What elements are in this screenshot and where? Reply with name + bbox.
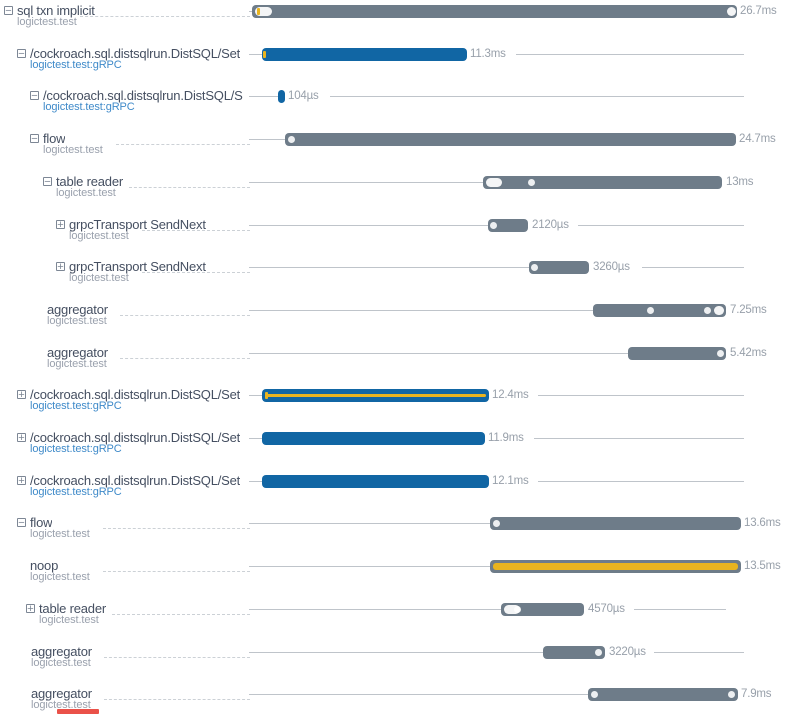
span-duration-label: 13.6ms <box>744 517 781 529</box>
collapse-icon[interactable]: − <box>31 90 38 102</box>
span-name: /cockroach.sql.distsqlrun.DistSQL/Set <box>30 46 241 61</box>
span-duration-label: 11.3ms <box>470 48 506 60</box>
timeline-trail-line <box>516 54 744 55</box>
trace-span-row[interactable] <box>0 387 786 429</box>
span-name: grpcTransport SendNext <box>69 217 206 232</box>
span-source-label[interactable]: logictest.test:gRPC <box>43 101 135 113</box>
trace-span-row[interactable] <box>0 131 786 173</box>
span-source-label: logictest.test <box>17 16 77 28</box>
collapse-icon[interactable]: − <box>31 133 38 145</box>
log-event-marker <box>514 606 521 613</box>
span-source-label: logictest.test <box>39 614 99 626</box>
span-name: /cockroach.sql.distsqlrun.DistSQL/Set <box>30 430 241 445</box>
span-highlight-stripe <box>493 563 738 570</box>
span-source-label: logictest.test <box>30 571 90 583</box>
span-duration-label: 12.4ms <box>492 389 529 401</box>
span-duration-label: 104µs <box>288 90 319 102</box>
expand-icon[interactable]: + <box>57 219 64 231</box>
trace-span-row[interactable] <box>0 259 786 301</box>
span-name: aggregator <box>47 302 108 317</box>
timeline-trail-line <box>578 225 744 226</box>
timeline-trail-line <box>538 481 744 482</box>
span-duration-label: 7.9ms <box>741 688 772 700</box>
span-duration-label: 26.7ms <box>740 5 777 17</box>
timeline-lead-line <box>249 609 501 610</box>
trace-span-row[interactable] <box>0 46 786 88</box>
timeline-lead-line <box>249 96 278 97</box>
log-event-marker <box>728 691 735 698</box>
collapse-icon[interactable]: − <box>18 48 25 60</box>
span-duration-bar[interactable] <box>252 5 737 18</box>
log-event-marker <box>528 179 535 186</box>
collapse-icon[interactable]: − <box>44 176 51 188</box>
leader-dashed-line <box>142 230 250 231</box>
span-duration-label: 7.25ms <box>730 304 767 316</box>
span-source-label: logictest.test <box>47 358 107 370</box>
span-duration-bar[interactable] <box>262 432 485 445</box>
trace-span-row[interactable] <box>0 644 786 686</box>
span-name: aggregator <box>31 644 92 659</box>
span-source-label: logictest.test <box>43 144 103 156</box>
span-duration-label: 3260µs <box>593 261 630 273</box>
trace-span-row[interactable] <box>0 473 786 515</box>
span-name: grpcTransport SendNext <box>69 259 206 274</box>
timeline-lead-line <box>249 54 262 55</box>
trace-span-row[interactable] <box>0 345 786 387</box>
span-source-label: logictest.test <box>31 657 91 669</box>
expand-icon[interactable]: + <box>18 389 25 401</box>
span-source-label: logictest.test <box>56 187 116 199</box>
span-name: noop <box>30 558 59 573</box>
span-source-label: logictest.test <box>69 230 129 242</box>
span-duration-label: 13ms <box>726 176 754 188</box>
trace-span-row[interactable] <box>0 217 786 259</box>
span-duration-bar[interactable] <box>490 560 741 573</box>
span-duration-bar[interactable] <box>483 176 722 189</box>
span-name: /cockroach.sql.distsqlrun.DistSQL/Set <box>30 387 241 402</box>
log-event-marker <box>591 691 598 698</box>
span-source-label[interactable]: logictest.test:gRPC <box>30 443 122 455</box>
trace-span-row[interactable] <box>0 174 786 216</box>
start-tick-marker <box>257 8 260 15</box>
timeline-lead-line <box>249 267 529 268</box>
span-source-label: logictest.test <box>47 315 107 327</box>
span-name: aggregator <box>47 345 108 360</box>
timeline-trail-line <box>634 609 726 610</box>
expand-icon[interactable]: + <box>18 432 25 444</box>
timeline-lead-line <box>249 481 262 482</box>
timeline-lead-line <box>249 310 593 311</box>
timeline-lead-line <box>249 438 262 439</box>
log-event-marker <box>493 520 500 527</box>
span-name: table reader <box>56 174 123 189</box>
leader-dashed-line <box>120 358 250 359</box>
span-duration-label: 12.1ms <box>492 475 529 487</box>
log-event-marker <box>486 178 502 187</box>
log-event-marker <box>531 264 538 271</box>
span-duration-label: 3220µs <box>609 646 646 658</box>
log-event-marker <box>714 306 724 315</box>
timeline-lead-line <box>249 353 628 354</box>
leader-dashed-line <box>103 571 250 572</box>
span-duration-bar[interactable] <box>529 261 589 274</box>
trace-span-row[interactable] <box>0 515 786 557</box>
leader-dashed-line <box>104 699 250 700</box>
span-source-label: logictest.test <box>30 528 90 540</box>
span-name: /cockroach.sql.distsqlrun.DistSQL/Set <box>30 473 241 488</box>
trace-span-row[interactable] <box>0 601 786 643</box>
span-duration-label: 5.42ms <box>730 347 767 359</box>
log-event-marker <box>490 222 497 229</box>
span-duration-label: 11.9ms <box>488 432 524 444</box>
timeline-trail-line <box>654 652 744 653</box>
leader-dashed-line <box>120 315 250 316</box>
collapse-icon[interactable]: − <box>5 5 12 17</box>
log-event-marker <box>727 7 736 16</box>
leader-dashed-line <box>112 614 250 615</box>
expand-icon[interactable]: + <box>57 261 64 273</box>
span-source-label[interactable]: logictest.test:gRPC <box>30 59 122 71</box>
trace-span-row[interactable] <box>0 558 786 600</box>
leader-dashed-line <box>104 657 250 658</box>
timeline-lead-line <box>249 566 490 567</box>
trace-span-row[interactable] <box>0 686 786 714</box>
span-duration-bar[interactable] <box>490 517 741 530</box>
span-name: /cockroach.sql.distsqlrun.DistSQL/S <box>43 88 243 103</box>
span-name: flow <box>30 515 53 530</box>
log-event-marker <box>288 136 295 143</box>
span-highlight-stripe <box>265 394 486 397</box>
span-source-label: logictest.test <box>69 272 129 284</box>
span-source-label[interactable]: logictest.test:gRPC <box>30 400 122 412</box>
span-duration-bar[interactable] <box>262 389 489 402</box>
timeline-lead-line <box>249 694 588 695</box>
trace-span-row[interactable] <box>0 3 786 45</box>
span-duration-bar[interactable] <box>278 90 285 103</box>
leader-dashed-line <box>116 144 250 145</box>
log-event-marker <box>647 307 654 314</box>
timeline-lead-line <box>249 139 285 140</box>
leader-dashed-line <box>129 187 250 188</box>
collapse-icon[interactable]: − <box>18 517 25 529</box>
start-tick-marker <box>263 51 266 58</box>
span-name: table reader <box>39 601 106 616</box>
start-tick-marker <box>265 392 268 399</box>
span-name: flow <box>43 131 66 146</box>
span-source-label[interactable]: logictest.test:gRPC <box>30 486 122 498</box>
span-duration-label: 4570µs <box>588 603 625 615</box>
span-name: aggregator <box>31 686 92 701</box>
trace-span-row[interactable] <box>0 302 786 344</box>
span-name: sql txn implicit <box>17 3 95 18</box>
trace-span-row[interactable] <box>0 430 786 472</box>
trace-span-row[interactable] <box>0 88 786 130</box>
span-duration-bar[interactable] <box>628 347 726 360</box>
span-duration-bar[interactable] <box>262 48 467 61</box>
timeline-lead-line <box>249 395 262 396</box>
expand-icon[interactable]: + <box>27 603 34 615</box>
span-duration-label: 24.7ms <box>739 133 776 145</box>
leader-dashed-line <box>103 528 250 529</box>
timeline-lead-line <box>249 652 543 653</box>
timeline-trail-line <box>642 267 744 268</box>
log-event-marker <box>717 350 724 357</box>
span-duration-bar[interactable] <box>262 475 489 488</box>
span-duration-label: 2120µs <box>532 219 569 231</box>
timeline-trail-line <box>330 96 744 97</box>
timeline-lead-line <box>249 225 488 226</box>
log-event-marker <box>595 649 602 656</box>
timeline-lead-line <box>249 523 490 524</box>
timeline-lead-line <box>249 182 483 183</box>
expand-icon[interactable]: + <box>18 475 25 487</box>
span-source-label: logictest.test <box>31 699 91 711</box>
leader-dashed-line <box>142 272 250 273</box>
span-duration-bar[interactable] <box>285 133 736 146</box>
span-duration-label: 13.5ms <box>744 560 781 572</box>
log-event-marker <box>704 307 711 314</box>
timeline-trail-line <box>538 395 744 396</box>
timeline-trail-line <box>534 438 744 439</box>
span-duration-bar[interactable] <box>588 688 738 701</box>
leader-dashed-line <box>80 16 250 17</box>
